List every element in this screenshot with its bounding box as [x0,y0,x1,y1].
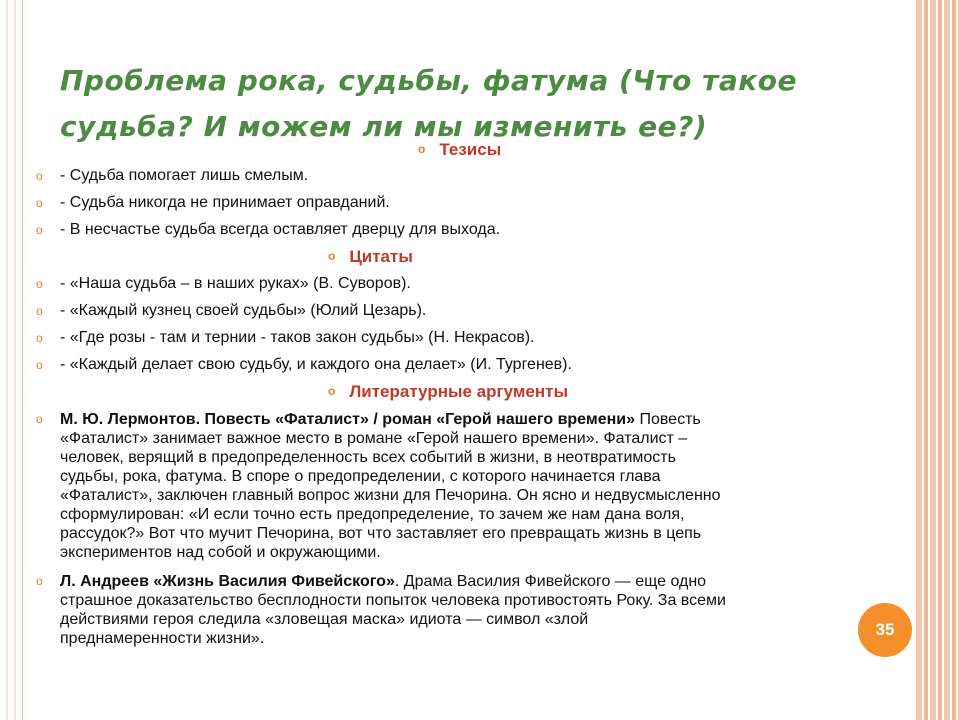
bullet-icon: o [36,169,43,183]
argument-title: Л. Андреев «Жизнь Василия Фивейского» [60,573,395,590]
title-line-2: судьба? И можем ли мы изменить ее?) [60,110,708,143]
quotes-heading: o Цитаты [328,247,413,266]
argument-title: М. Ю. Лермонтов. Повесть «Фаталист» / роман «Герой нашего времени» [60,411,635,428]
bullet-icon: o [36,304,43,318]
arguments-heading: o Литературные аргументы [328,382,568,401]
bullet-icon: o [36,277,43,291]
bullet-icon: o [328,249,336,263]
bullet-icon: o [36,412,43,426]
bullet-icon: o [36,223,43,237]
theses-heading: o Тезисы [418,140,502,159]
bullet-icon: o [36,358,43,372]
slide-title [60,58,860,150]
right-decorative-stripe [916,0,960,720]
bullet-icon: o [418,142,426,156]
bullet-icon: o [328,384,336,398]
bullet-icon: o [36,574,43,588]
title-line-1: Проблема рока, судьбы, фатума (Что такое [60,64,797,97]
page-number-badge: 35 [858,603,912,657]
left-decorative-stripe [0,0,22,720]
bullet-icon: o [36,196,43,210]
bullet-icon: o [36,331,43,345]
